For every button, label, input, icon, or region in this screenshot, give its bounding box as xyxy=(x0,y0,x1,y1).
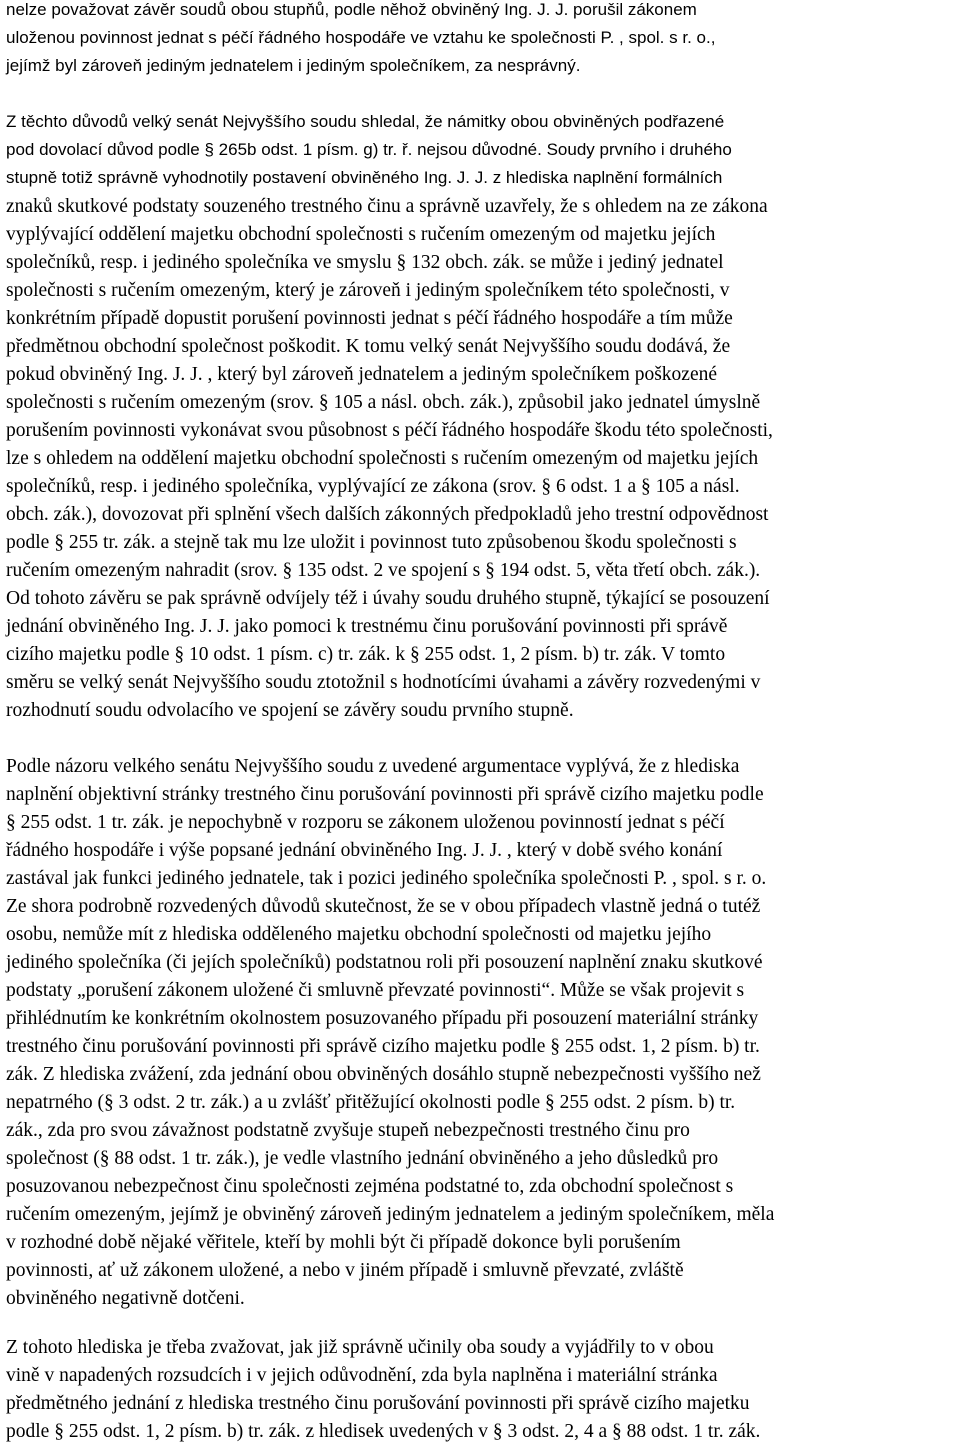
text-line: § 255 odst. 1 tr. zák. je nepochybně v rozporu se zákonem uloženou povinností jednat s péčí xyxy=(6,812,725,833)
text-line: trestného činu porušování povinnosti při správě cizího majetku podle § 255 odst. 1, 2 písm. b) tr. xyxy=(6,1036,760,1057)
text-line: přihlédnutím ke konkrétním okolnostem posuzovaného případu při posouzení materiální stránky xyxy=(6,1008,759,1029)
text-line: lze s ohledem na oddělení majetku obchodní společnosti s ručením omezeným od majetku jejích xyxy=(6,448,759,469)
text-line: společnosti s ručením omezeným (srov. § 105 a násl. obch. zák.), způsobil jako jednatel úmyslně xyxy=(6,392,761,413)
text-line: uloženou povinnost jednat s péčí řádného hospodáře ve vztahu ke společnosti P. , spol. s r. o., xyxy=(6,28,716,47)
text-line: řádného hospodáře i výše popsané jednání obviněného Ing. J. J. , který v době svého konání xyxy=(6,840,723,861)
text-line: Ze shora podrobně rozvedených důvodů skutečnost, že se v obou případech vlastně jedná o tutéž xyxy=(6,896,761,917)
text-line: nelze považovat závěr soudů obou stupňů, podle něhož obviněný Ing. J. J. porušil zákonem xyxy=(6,0,697,19)
text-line: směru se velký senát Nejvyššího soudu ztotožnil s hodnotícími úvahami a závěry rozvedenými v xyxy=(6,672,761,693)
text-line: podle § 255 tr. zák. a stejně tak mu lze uložit i povinnost tuto způsobenou škodu společnosti s xyxy=(6,532,737,553)
text-line: porušením povinnosti vykonávat svou působnost s péčí řádného hospodáře škodu této společnosti, xyxy=(6,420,773,441)
text-line: společníků, resp. i jediného společníka, vyplývající ze zákona (srov. § 6 odst. 1 a § 105 a násl. xyxy=(6,476,740,497)
text-line: ručením omezeným nahradit (srov. § 135 odst. 2 ve spojení s § 194 odst. 5, věta třetí obch. zák.). xyxy=(6,560,761,581)
text-line: v rozhodné době nějaké věřitele, kteří by mohli být či případě dokonce byli porušením xyxy=(6,1232,681,1253)
text-line: konkrétním případě dopustit porušení povinnosti jednat s péčí řádného hospodáře a tím může xyxy=(6,308,733,329)
text-line: společnost (§ 88 odst. 1 tr. zák.), je vedle vlastního jednání obviněného a jeho důsledků pro xyxy=(6,1148,719,1169)
text-line: předmětného jednání z hlediska trestného činu porušování povinnosti při správě cizího majetku xyxy=(6,1393,750,1414)
text-line: společnosti s ručením omezeným, který je zároveň i jediným společníkem této společnosti, v xyxy=(6,280,730,301)
text-line: Podle názoru velkého senátu Nejvyššího soudu z uvedené argumentace vyplývá, že z hlediska xyxy=(6,756,740,777)
text-line: zastával jak funkci jediného jednatele, tak i pozici jediného společníka společnosti P. , spol. s r. o. xyxy=(6,868,767,889)
text-line: Z tohoto hlediska je třeba zvažovat, jak již správně učinily oba soudy a vyjádřily to v obou xyxy=(6,1337,714,1358)
text-line: stupně totiž správně vyhodnotily postavení obviněného Ing. J. J. z hlediska naplnění formálních xyxy=(6,168,723,187)
text-line: osobu, nemůže mít z hlediska odděleného majetku obchodní společnosti od majetku jejího xyxy=(6,924,712,945)
text-line: předmětnou obchodní společnost poškodit. K tomu velký senát Nejvyššího soudu dodává, že xyxy=(6,336,731,357)
text-line: rozhodnutí soudu odvolacího ve spojení se závěry soudu prvního stupně. xyxy=(6,700,574,721)
text-line: znaků skutkové podstaty souzeného trestného činu a správně uzavřely, že s ohledem na ze zákona xyxy=(6,196,768,217)
text-line: obviněného negativně dotčeni. xyxy=(6,1288,245,1309)
text-line: pod dovolací důvod podle § 265b odst. 1 písm. g) tr. ř. nejsou důvodné. Soudy prvního i druhého xyxy=(6,140,732,159)
text-line: zák. Z hlediska zvážení, zda jednání obou obviněných dosáhlo stupně nebezpečnosti vyššího než xyxy=(6,1064,761,1085)
text-line: společníků, resp. i jediného společníka ve smyslu § 132 obch. zák. se může i jediný jednatel xyxy=(6,252,724,273)
text-line: pokud obviněný Ing. J. J. , který byl zároveň jednatelem a jediným společníkem poškozené xyxy=(6,364,718,385)
text-line: naplnění objektivní stránky trestného činu porušování povinnosti při správě cizího majetku podle xyxy=(6,784,764,805)
text-line: posuzovanou nebezpečnost činu společnosti zejména podstatné to, zda obchodní společnost s xyxy=(6,1176,734,1197)
text-line: Od tohoto závěru se pak správně odvíjely též i úvahy soudu druhého stupně, týkající se posouzení xyxy=(6,588,770,609)
text-line: povinnosti, ať už zákonem uložené, a nebo v jiném případě i smluvně převzaté, zvláště xyxy=(6,1260,684,1281)
text-line: jejímž byl zároveň jediným jednatelem i jediným společníkem, za nesprávný. xyxy=(6,56,581,75)
text-line: nepatrného (§ 3 odst. 2 tr. zák.) a u zvlášť přitěžující okolnosti podle § 255 odst. 2 písm. b) tr. xyxy=(6,1092,736,1113)
text-line: vině v napadených rozsudcích i v jejich odůvodnění, zda byla naplněna i materiální stránka xyxy=(6,1365,718,1386)
text-line: cizího majetku podle § 10 odst. 1 písm. c) tr. zák. k § 255 odst. 1, 2 písm. b) tr. zák. V tomto xyxy=(6,644,726,665)
text-line: Z těchto důvodů velký senát Nejvyššího soudu shledal, že námitky obou obviněných podřazené xyxy=(6,112,725,131)
text-line: podle § 255 odst. 1, 2 písm. b) tr. zák. z hledisek uvedených v § 3 odst. 2, 4 a § 88 odst. 1 tr. zák. xyxy=(6,1421,761,1442)
text-line: zák., zda pro svou závažnost podstatně zvyšuje stupeň nebezpečnosti trestného činu pro xyxy=(6,1120,690,1141)
text-line: jediného společníka (či jejích společníků) podstatnou roli při posouzení naplnění znaku skutkové xyxy=(6,952,763,973)
text-line: obch. zák.), dovozovat při splnění všech dalších zákonných předpokladů jeho trestní odpovědnost xyxy=(6,504,769,525)
text-line: vyplývající oddělení majetku obchodní společnosti s ručením omezeným od majetku jejích xyxy=(6,224,716,245)
text-line: jednání obviněného Ing. J. J. jako pomoci k trestnému činu porušování povinnosti při správě xyxy=(6,616,728,637)
text-line: ručením omezeným, jejímž je obviněný zároveň jediným jednatelem a jediným společníkem, měla xyxy=(6,1204,775,1225)
text-line: podstaty „porušení zákonem uložené či smluvně převzaté povinnosti“. Může se však projevit s xyxy=(6,980,745,1001)
